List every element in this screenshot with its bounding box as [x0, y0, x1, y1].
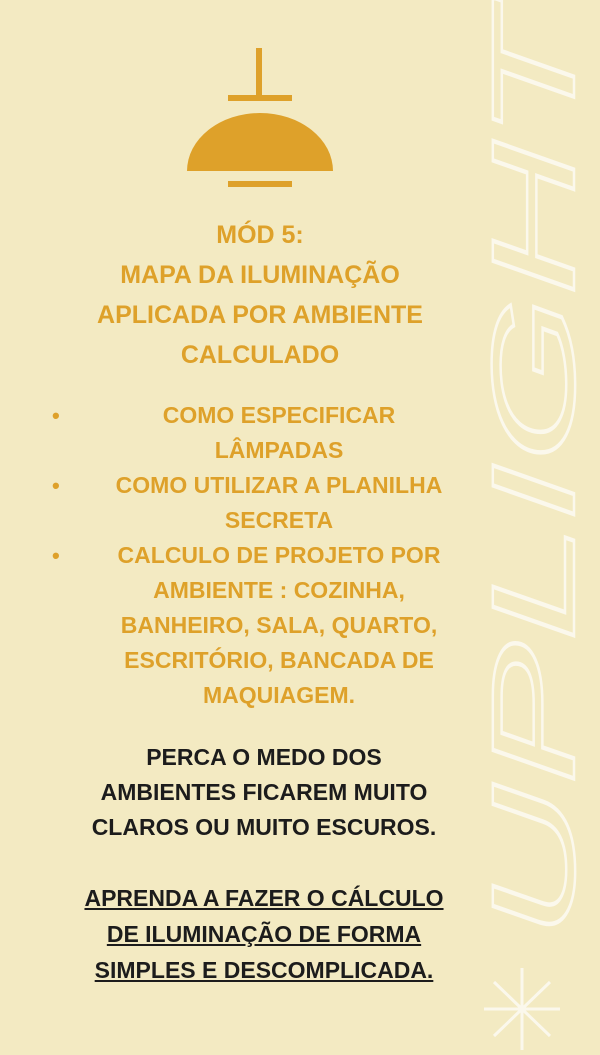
title-line: CALCULADO	[180, 341, 340, 369]
topic-item	[50, 538, 480, 713]
bullet-icon: •	[52, 543, 60, 568]
topic-list	[50, 398, 480, 713]
pendant-lamp-icon	[180, 45, 340, 195]
title-line: APLICADA POR AMBIENTE	[97, 301, 423, 329]
topic-line: LÂMPADAS	[214, 437, 344, 463]
module-title	[40, 215, 480, 375]
bullet-icon: •	[52, 473, 60, 498]
cta-line: APRENDA A FAZER O CÁLCULO	[84, 885, 444, 911]
brand-wordmark: UPLIGHT	[480, 428, 600, 940]
topic-line: SECRETA	[224, 507, 334, 533]
topic-line: AMBIENTE : COZINHA,	[153, 577, 405, 603]
notice-line: AMBIENTES FICAREM MUITO	[100, 779, 428, 805]
notice-line: PERCA O MEDO DOS	[146, 744, 382, 770]
bullet-icon: •	[52, 403, 60, 428]
cta-line: SIMPLES E DESCOMPLICADA.	[94, 957, 434, 983]
topic-line: COMO UTILIZAR A PLANILHA	[115, 472, 443, 498]
sparkle-icon	[484, 968, 560, 1050]
topic-line: COMO ESPECIFICAR	[162, 402, 396, 428]
topic-line: ESCRITÓRIO, BANCADA DE	[124, 647, 434, 673]
brand-logo	[480, 0, 600, 1050]
topic-item	[50, 468, 480, 538]
topic-line: MAQUIAGEM.	[202, 682, 356, 708]
call-to-action	[40, 880, 488, 988]
notice-text	[40, 740, 488, 845]
title-line: MÓD 5:	[216, 221, 304, 249]
title-line: MAPA DA ILUMINAÇÃO	[120, 261, 400, 289]
cta-line: DE ILUMINAÇÃO DE FORMA	[106, 921, 422, 947]
topic-line: CALCULO DE PROJETO POR	[117, 542, 441, 568]
notice-line: CLAROS OU MUITO ESCUROS.	[91, 814, 437, 840]
topic-line: BANHEIRO, SALA, QUARTO,	[120, 612, 438, 638]
topic-item	[50, 398, 480, 468]
